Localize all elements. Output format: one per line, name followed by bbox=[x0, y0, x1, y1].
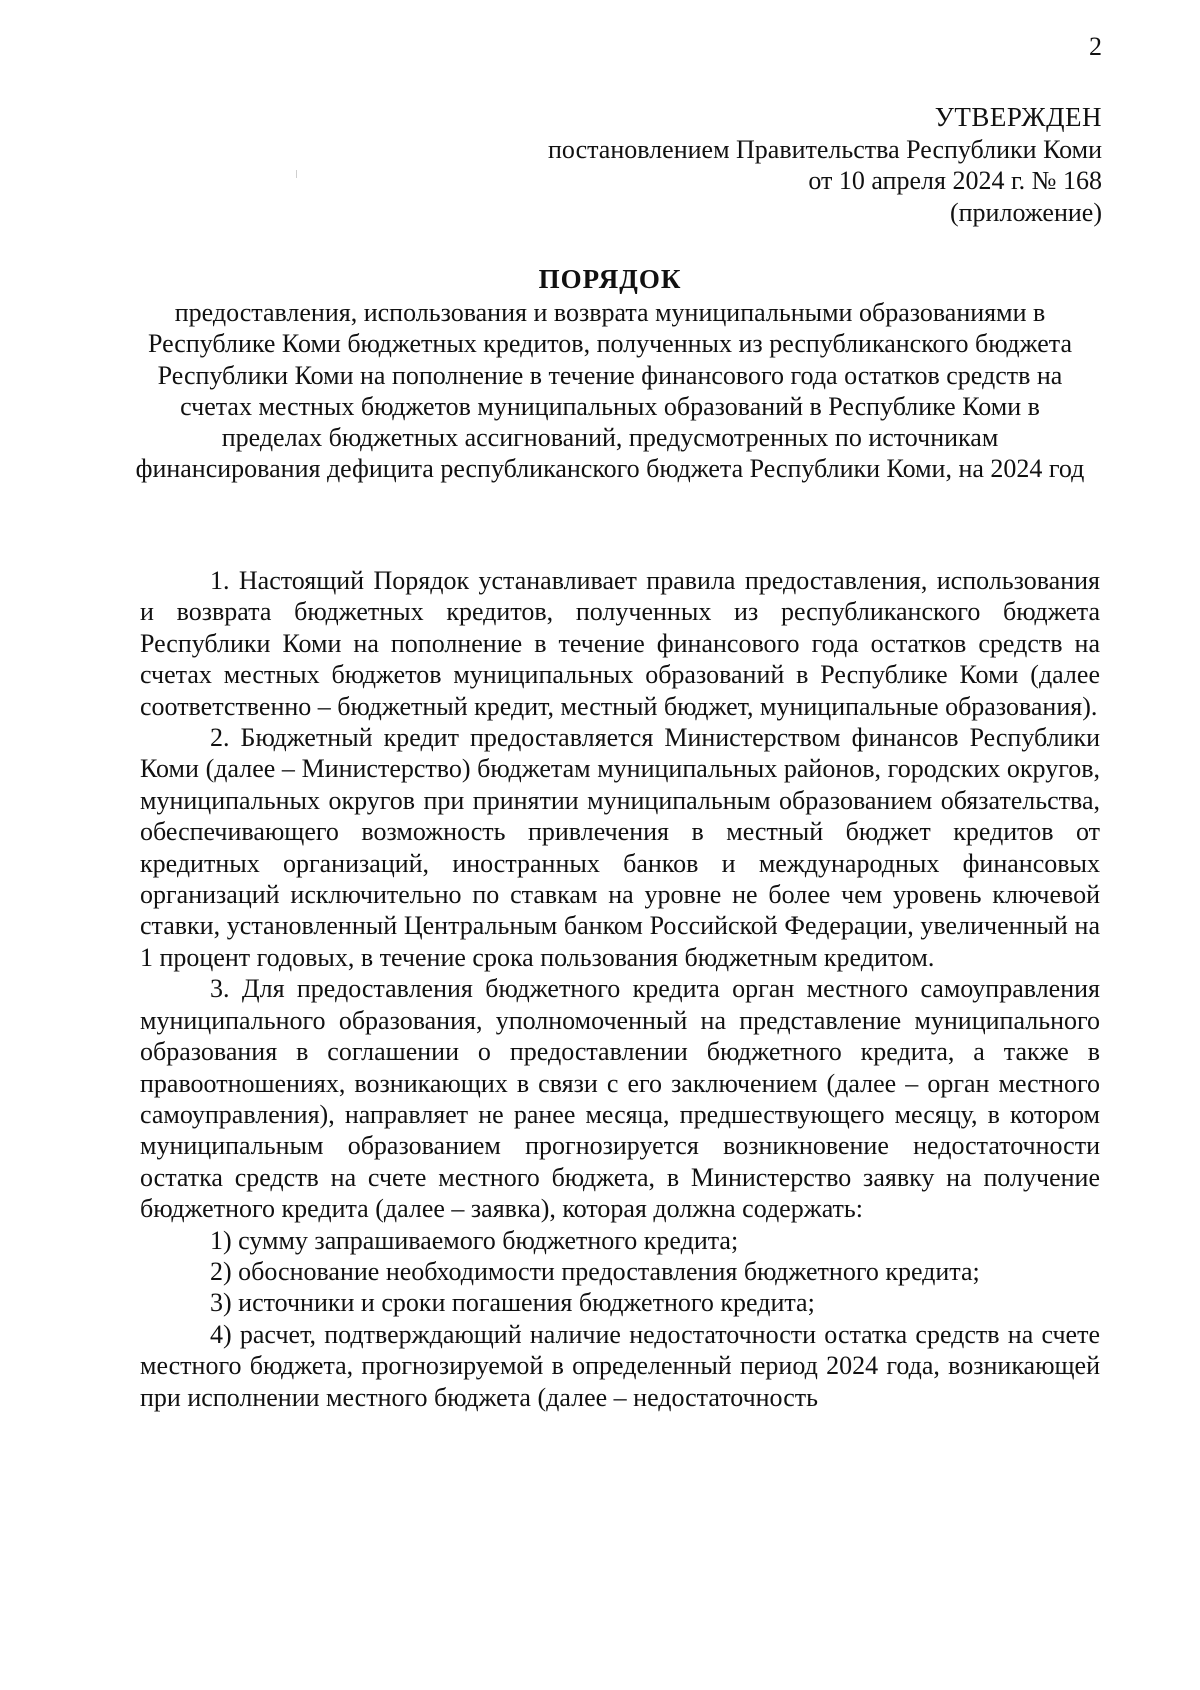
approval-line-1: постановлением Правительства Республики Коми bbox=[548, 134, 1102, 164]
list-item-2: 2) обоснование необходимости предоставления бюджетного кредита; bbox=[210, 1256, 980, 1286]
paragraph-1: 1. Настоящий Порядок устанавливает правила предоставления, использования и возврата бюджетных кредитов, полученных из республиканского бюджета Республики Коми на пополнение в течение финансового года остатков средств на счетах местных бюджетов муниципальных образований в Республике Коми (далее соответственно – бюджетный кредит, местный бюджет, муниципальные образования). bbox=[140, 566, 1100, 721]
scan-artifact bbox=[296, 170, 297, 178]
paragraph-2: 2. Бюджетный кредит предоставляется Министерством финансов Республики Коми (далее – Министерство) бюджетам муниципальных районов, городских округов, муниципальных округов при принятии муниципальным образованием обязательства, обеспечивающего возможность привлечения в местный бюджет кредитов от кредитных организаций, иностранных банков и международных финансовых организаций исключительно по ставкам на уровне не более чем уровень ключевой ставки, установленный Центральным банком Российской Федерации, увеличенный на 1 процент годовых, в течение срока пользования бюджетным кредитом. bbox=[140, 723, 1100, 972]
document-body bbox=[140, 565, 1100, 1413]
document-title: ПОРЯДОК bbox=[538, 264, 682, 294]
page-number: 2 bbox=[1089, 32, 1102, 61]
list-item-3: 3) источники и сроки погашения бюджетного кредита; bbox=[210, 1288, 815, 1318]
document-subtitle: предоставления, использования и возврата муниципальными образованиями в Республике Коми бюджетных кредитов, полученных из республиканского бюджета Республики Коми на пополнение в течение финансового года остатков средств на счетах местных бюджетов муниципальных образований в Республике Коми в пределах бюджетных ассигнований, предусмотренных по источникам финансирования дефицита республиканского бюджета Республики Коми, на 2024 год bbox=[135, 298, 1085, 484]
approval-line-3: (приложение) bbox=[949, 197, 1102, 227]
approval-block bbox=[402, 102, 1102, 228]
approval-line-2: от 10 апреля 2024 г. № 168 bbox=[808, 166, 1102, 195]
list-item-1: 1) сумму запрашиваемого бюджетного кредита; bbox=[210, 1225, 739, 1255]
approval-title: УТВЕРЖДЕН bbox=[934, 102, 1102, 132]
list-item-4: 4) расчет, подтверждающий наличие недостаточности остатка средств на счете местного бюджета, прогнозируемой в определенный период 2024 года, возникающей при исполнении местного бюджета (далее – недостаточность bbox=[140, 1319, 1100, 1412]
paragraph-3: 3. Для предоставления бюджетного кредита орган местного самоуправления муниципального образования, уполномоченный на представление муниципального образования в соглашении о предоставлении бюджетного кредита, а также в правоотношениях, возникающих в связи с его заключением (далее – орган местного самоуправления), направляет не ранее месяца, предшествующего месяцу, в котором муниципальным образованием прогнозируется возникновение недостаточности остатка средств на счете местного бюджета, в Министерство заявку на получение бюджетного кредита (далее – заявка), которая должна содержать: bbox=[140, 974, 1100, 1224]
